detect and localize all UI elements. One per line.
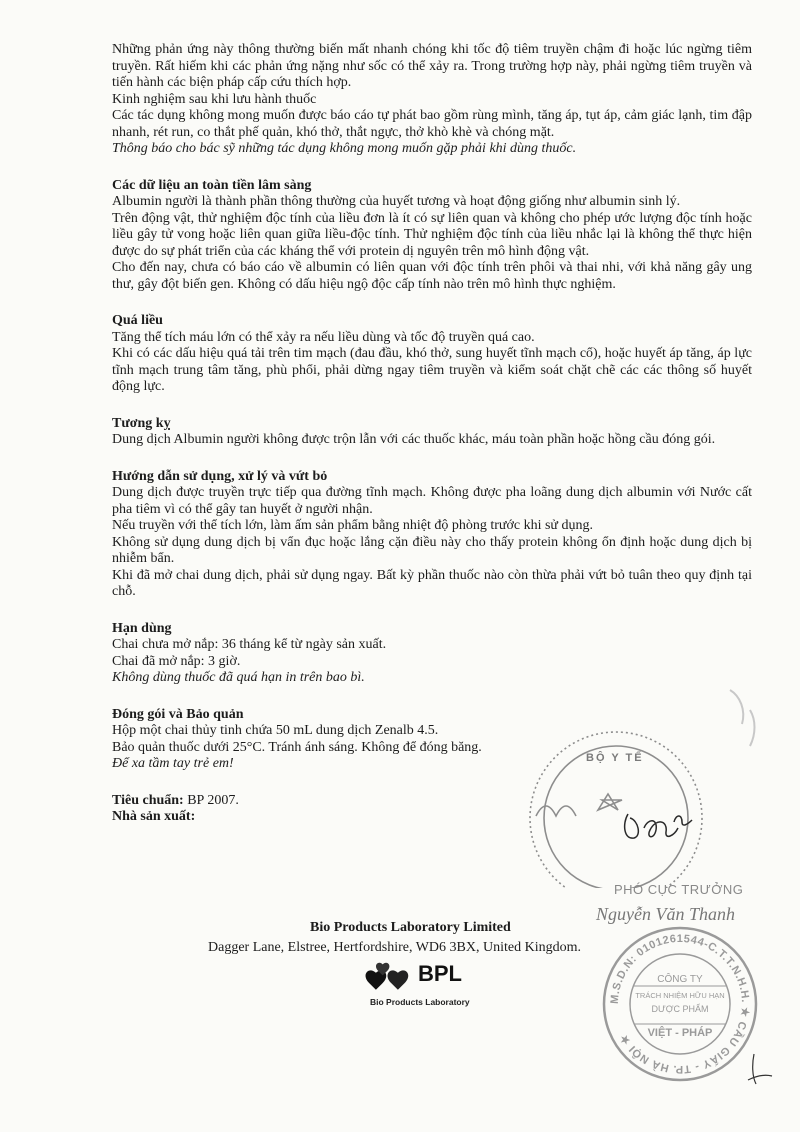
paragraph: Chai đã mở nắp: 3 giờ. [112, 653, 241, 669]
section-heading: Tương kỵ [112, 415, 171, 431]
manufacturer-name: Bio Products Laboratory Limited [310, 920, 511, 935]
paragraph: Không dùng thuốc đã quá hạn in trên bao bì. [112, 670, 365, 685]
paragraph: Để xa tầm tay trẻ em! [112, 756, 234, 771]
paragraph: Dung dịch Albumin người không được trộn lẫn với các thuốc khác, máu toàn phần hoặc hồng cầu đóng gói. [112, 432, 716, 447]
stamp-line1: CÔNG TY [657, 974, 703, 985]
paragraph: Kinh nghiệm sau khi lưu hành thuốc [112, 91, 317, 107]
stamp-line3: DƯỢC PHẨM [651, 1004, 709, 1014]
paragraph: Những phản ứng này thông thường biến mất nhanh chóng khi tốc độ tiêm truyền chậm đi hoặc lúc ngừng tiêm truyền. Rất hiếm khi các phản ứng nặng như sốc có thể xảy ra. Trong trường hợp này, phải ngừng tiêm truyền và tiến hành các biện pháp cấp cứu thích hợp. [112, 42, 752, 90]
section [112, 178, 752, 294]
paragraph: Albumin người là thành phần thông thường của huyết tương và hoạt động giống như albumin sinh lý. [112, 194, 681, 209]
adverse-effects-intro [112, 42, 752, 158]
document-body [112, 42, 752, 826]
initials-signature-icon [740, 1050, 780, 1090]
paragraph: Cho đến nay, chưa có báo cáo về albumin có liên quan với độc tính trên phôi và thai nhi, với khả năng gây ung thư, gây đột biến gen. Không có dấu hiệu ngộ độc cấp tính nào trên mô hình thực nghiệm. [112, 260, 752, 292]
seal-top-text: BỘ Y TẾ [586, 752, 644, 764]
section-heading: Hướng dẫn sử dụng, xử lý và vứt bỏ [112, 468, 328, 484]
paragraph: Bảo quản thuốc dưới 25°C. Tránh ánh sáng. Không để đóng băng. [112, 739, 482, 755]
section-heading: Các dữ liệu an toàn tiền lâm sàng [112, 177, 312, 193]
logo-subtitle: Bio Products Laboratory [370, 997, 470, 1007]
manufacturer-label: Nhà sản xuất: [112, 809, 196, 824]
paragraph: Tăng thể tích máu lớn có thể xảy ra nếu liều dùng và tốc độ truyền quá cao. [112, 329, 535, 345]
paragraph: Các tác dụng không mong muốn được báo cáo tự phát bao gồm rùng mình, tăng áp, tụt áp, cảm giác lạnh, tim đập nhanh, rét run, co thắt phế quản, khó thở, thắt ngực, thở khò khè và chóng mặt. [112, 108, 752, 140]
company-stamp-icon [600, 924, 760, 1084]
stamp-ring-text: M.S.D.N: 0101261544-C.T.T.N.H.H. ★ CẦU GIẤY - TP. HÀ NỘI ★ [608, 932, 752, 1076]
paragraph: Hộp một chai thủy tinh chứa 50 mL dung dịch Zenalb 4.5. [112, 723, 439, 738]
stamp-line4: VIỆT - PHÁP [647, 1027, 713, 1039]
paragraph: Khi đã mở chai dung dịch, phải sử dụng ngay. Bất kỳ phần thuốc nào còn thừa phải vứt bỏ tuân theo quy định tại chỗ. [112, 567, 752, 599]
stamp-line2: TRÁCH NHIỆM HỮU HẠN [635, 991, 725, 1000]
paragraph: Thông báo cho bác sỹ những tác dụng không mong muốn gặp phải khi dùng thuốc. [112, 141, 577, 156]
section [112, 313, 752, 396]
paragraph: Khi có các dấu hiệu quá tải trên tim mạch (đau đầu, khó thở, sung huyết tĩnh mạch cổ), hoặc huyết áp tăng, áp lực tĩnh mạch trung tâm tăng, phù phổi, phải dừng ngay tiêm truyền và kiểm soát chặt chẽ các các thông số huyết động lực. [112, 346, 752, 394]
paragraph: Không sử dụng dung dịch bị vẩn đục hoặc lắng cặn điều này cho thấy protein không ổn định hoặc dung dịch bị nhiễm bẩn. [112, 534, 752, 566]
signer-name: Nguyễn Văn Thanh [596, 904, 735, 924]
section-heading: Quá liều [112, 313, 163, 328]
paragraph: Dung dịch được truyền trực tiếp qua đường tĩnh mạch. Không được pha loãng dung dịch albumin với Nước cất pha tiêm vì có thể gây tan huyết ở người nhận. [112, 485, 752, 517]
section [112, 469, 752, 601]
margin-mark-icon [700, 680, 780, 770]
paragraph: Trên động vật, thử nghiệm độc tính của liều đơn là ít có sự liên quan và không cho phép ước lượng độc tính hoặc liều gây tử vong hoặc liên quan giữa liều-độc tính. Thử nghiệm độc tính của liều nhắc lại là không thể thực hiện được do sự phát triển của các kháng thể với protein dị nguyên trên mô hình động vật. [112, 210, 752, 259]
section-heading: Đóng gói và Bảo quản [112, 706, 244, 722]
section [112, 416, 752, 449]
approval-title: PHÓ CỤC TRƯỞNG [614, 882, 744, 897]
standard-value: BP 2007. [183, 792, 239, 808]
manufacturer-address: Dagger Lane, Elstree, Hertfordshire, WD6 3BX, United Kingdom. [208, 940, 581, 955]
paragraph: Chai chưa mở nắp: 36 tháng kể từ ngày sản xuất. [112, 637, 387, 652]
paragraph: Nếu truyền với thể tích lớn, làm ấm sản phẩm bằng nhiệt độ phòng trước khi sử dụng. [112, 518, 594, 533]
document-sections [112, 178, 752, 773]
section-heading: Hạn dùng [112, 620, 172, 636]
standard-label: Tiêu chuẩn: [112, 792, 184, 808]
logo-text: BPL [418, 961, 462, 986]
section [112, 621, 752, 687]
